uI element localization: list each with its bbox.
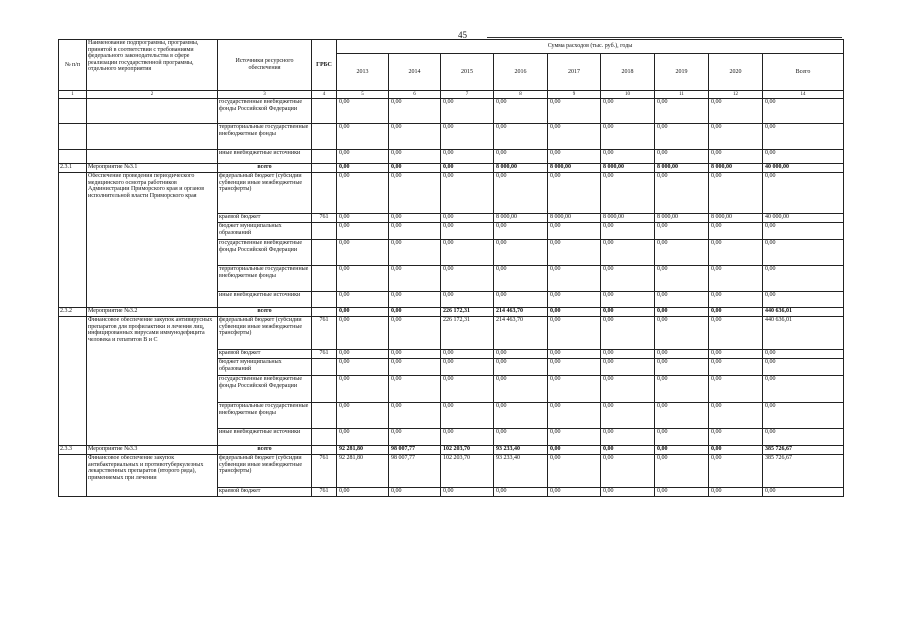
amount-cell: 0,00: [441, 99, 494, 124]
amount-cell: 0,00: [494, 488, 548, 497]
header-colnum: 2: [87, 91, 218, 99]
amount-cell: 0,00: [441, 164, 494, 173]
table-row: [59, 308, 844, 317]
amount-cell: 0,00: [601, 240, 655, 266]
amount-cell: 0,00: [601, 446, 655, 455]
amount-cell: 0,00: [763, 99, 844, 124]
grbs-code: 761: [312, 488, 337, 497]
amount-cell: 0,00: [601, 308, 655, 317]
amount-cell: 0,00: [494, 223, 548, 240]
amount-cell: 0,00: [337, 376, 389, 403]
funding-source: иные внебюджетные источники: [218, 150, 312, 164]
amount-cell: 8 000,00: [709, 164, 763, 173]
funding-source: территориальные государственные внебюджетные фонды: [218, 266, 312, 292]
amount-cell: 0,00: [337, 350, 389, 359]
amount-cell: 0,00: [441, 214, 494, 223]
amount-cell: 0,00: [763, 429, 844, 446]
amount-cell: 0,00: [601, 99, 655, 124]
amount-cell: 0,00: [655, 317, 709, 350]
amount-cell: 0,00: [655, 376, 709, 403]
amount-cell: 440 636,01: [763, 317, 844, 350]
header-year: 2019: [655, 54, 709, 91]
amount-cell: 0,00: [655, 150, 709, 164]
amount-cell: 0,00: [601, 429, 655, 446]
amount-cell: 0,00: [709, 376, 763, 403]
funding-source: федеральный бюджет (субсидии субвенции иные межбюджетные трансферты): [218, 173, 312, 214]
header-no: № п/п: [59, 40, 87, 91]
header-colnum: 10: [601, 91, 655, 99]
row-name: [87, 99, 218, 124]
amount-cell: 0,00: [548, 429, 601, 446]
amount-cell: 98 007,77: [389, 446, 441, 455]
amount-cell: 0,00: [337, 164, 389, 173]
grbs-code: [312, 240, 337, 266]
amount-cell: 0,00: [389, 376, 441, 403]
amount-cell: 226 172,31: [441, 317, 494, 350]
grbs-code: 761: [312, 214, 337, 223]
header-year: 2020: [709, 54, 763, 91]
amount-cell: 0,00: [655, 488, 709, 497]
row-name: Обеспечение проведения периодического медицинского осмотра работников Администрации Приморского края и органов исполнительной власти Приморского края: [87, 173, 218, 308]
header-name: Наименование подпрограммы, программы, принятой в соответствии с требованиями федерального законодательства в сфере реализации государственной программы, отдельного мероприятия: [87, 40, 218, 91]
amount-cell: 0,00: [709, 429, 763, 446]
amount-cell: 0,00: [763, 488, 844, 497]
amount-cell: 8 000,00: [494, 164, 548, 173]
amount-cell: 0,00: [548, 124, 601, 150]
amount-cell: 0,00: [763, 266, 844, 292]
amount-cell: 0,00: [337, 292, 389, 308]
amount-cell: 102 203,70: [441, 446, 494, 455]
amount-cell: 0,00: [494, 376, 548, 403]
amount-cell: 214 463,70: [494, 308, 548, 317]
table-row: [59, 124, 844, 150]
amount-cell: 0,00: [655, 359, 709, 376]
amount-cell: 0,00: [548, 240, 601, 266]
header-year: Всего: [763, 54, 844, 91]
funding-source: территориальные государственные внебюджетные фонды: [218, 403, 312, 429]
header-sum-title: Сумма расходов (тыс. руб.), годы: [337, 40, 844, 54]
grbs-code: [312, 403, 337, 429]
amount-cell: 0,00: [601, 350, 655, 359]
header-year: 2013: [337, 54, 389, 91]
amount-cell: 0,00: [337, 317, 389, 350]
header-colnum: 12: [709, 91, 763, 99]
amount-cell: 0,00: [548, 446, 601, 455]
header-colnum: 11: [655, 91, 709, 99]
amount-cell: 0,00: [709, 292, 763, 308]
amount-cell: 0,00: [548, 308, 601, 317]
amount-cell: 8 000,00: [494, 214, 548, 223]
amount-cell: 0,00: [337, 173, 389, 214]
funding-source: территориальные государственные внебюджетные фонды: [218, 124, 312, 150]
row-number: 2.3.1: [59, 164, 87, 173]
amount-cell: 0,00: [494, 350, 548, 359]
amount-cell: 0,00: [548, 173, 601, 214]
amount-cell: 0,00: [389, 150, 441, 164]
amount-cell: 92 281,80: [337, 455, 389, 488]
grbs-code: [312, 164, 337, 173]
amount-cell: 0,00: [655, 266, 709, 292]
amount-cell: 0,00: [655, 124, 709, 150]
row-number: [59, 173, 87, 308]
amount-cell: 0,00: [494, 99, 548, 124]
table-row: [59, 164, 844, 173]
header-colnum: 8: [494, 91, 548, 99]
amount-cell: 226 172,31: [441, 308, 494, 317]
amount-cell: 0,00: [655, 99, 709, 124]
amount-cell: 0,00: [763, 376, 844, 403]
amount-cell: 0,00: [763, 292, 844, 308]
grbs-code: [312, 223, 337, 240]
amount-cell: 0,00: [337, 99, 389, 124]
amount-cell: 0,00: [709, 488, 763, 497]
amount-cell: 0,00: [548, 317, 601, 350]
grbs-code: 761: [312, 317, 337, 350]
row-number: [59, 124, 87, 150]
amount-cell: 0,00: [441, 150, 494, 164]
funding-source: иные внебюджетные источники: [218, 429, 312, 446]
header-colnum: 6: [389, 91, 441, 99]
amount-cell: 0,00: [655, 292, 709, 308]
amount-cell: 8 000,00: [655, 214, 709, 223]
header-year: 2017: [548, 54, 601, 91]
row-number: 2.3.3: [59, 446, 87, 455]
funding-source: федеральный бюджет (субсидии субвенции иные межбюджетные трансферты): [218, 317, 312, 350]
amount-cell: 0,00: [389, 429, 441, 446]
amount-cell: 0,00: [389, 214, 441, 223]
grbs-code: [312, 446, 337, 455]
amount-cell: 0,00: [548, 99, 601, 124]
amount-cell: 0,00: [548, 266, 601, 292]
amount-cell: 0,00: [389, 223, 441, 240]
amount-cell: 0,00: [494, 173, 548, 214]
header-source: Источники ресурсного обеспечения: [218, 40, 312, 91]
table-row: [59, 173, 844, 214]
table-row: [59, 446, 844, 455]
amount-cell: 0,00: [601, 359, 655, 376]
table-row: [59, 317, 844, 350]
header-year: 2016: [494, 54, 548, 91]
funding-source: государственные внебюджетные фонды Российской Федерации: [218, 376, 312, 403]
amount-cell: 8 000,00: [601, 164, 655, 173]
amount-cell: 440 636,01: [763, 308, 844, 317]
grbs-code: [312, 266, 337, 292]
row-name: [87, 124, 218, 150]
grbs-code: [312, 292, 337, 308]
amount-cell: 0,00: [601, 403, 655, 429]
funding-source: краевой бюджет: [218, 488, 312, 497]
row-number: [59, 150, 87, 164]
amount-cell: 0,00: [709, 266, 763, 292]
amount-cell: 0,00: [601, 376, 655, 403]
grbs-code: [312, 124, 337, 150]
row-name: Мероприятие №3.1: [87, 164, 218, 173]
header-colnum: 14: [763, 91, 844, 99]
grbs-code: [312, 99, 337, 124]
amount-cell: 0,00: [548, 403, 601, 429]
amount-cell: 0,00: [601, 317, 655, 350]
amount-cell: 0,00: [601, 455, 655, 488]
funding-source: бюджет муниципальных образований: [218, 223, 312, 240]
amount-cell: 0,00: [548, 223, 601, 240]
amount-cell: 0,00: [337, 124, 389, 150]
amount-cell: 0,00: [337, 266, 389, 292]
amount-cell: 0,00: [548, 376, 601, 403]
amount-cell: 0,00: [709, 99, 763, 124]
amount-cell: 0,00: [389, 350, 441, 359]
funding-source: федеральный бюджет (субсидии субвенции иные межбюджетные трансферты): [218, 455, 312, 488]
amount-cell: 0,00: [337, 150, 389, 164]
header-colnum: 3: [218, 91, 312, 99]
funding-source: всего: [218, 164, 312, 173]
amount-cell: 40 000,00: [763, 164, 844, 173]
amount-cell: 102 203,70: [441, 455, 494, 488]
amount-cell: 0,00: [709, 173, 763, 214]
amount-cell: 0,00: [337, 488, 389, 497]
amount-cell: 0,00: [709, 455, 763, 488]
amount-cell: 93 233,40: [494, 455, 548, 488]
grbs-code: [312, 173, 337, 214]
amount-cell: 0,00: [548, 359, 601, 376]
amount-cell: 8 000,00: [601, 214, 655, 223]
amount-cell: 385 726,67: [763, 446, 844, 455]
amount-cell: 0,00: [709, 350, 763, 359]
header-colnum: 9: [548, 91, 601, 99]
amount-cell: 0,00: [601, 173, 655, 214]
grbs-code: [312, 308, 337, 317]
amount-cell: 0,00: [494, 240, 548, 266]
grbs-code: [312, 150, 337, 164]
amount-cell: 0,00: [548, 292, 601, 308]
amount-cell: 0,00: [709, 359, 763, 376]
amount-cell: 0,00: [763, 350, 844, 359]
amount-cell: 0,00: [389, 488, 441, 497]
grbs-code: 761: [312, 350, 337, 359]
amount-cell: 8 000,00: [548, 214, 601, 223]
header-rule: [487, 37, 842, 38]
amount-cell: 40 000,00: [763, 214, 844, 223]
amount-cell: 0,00: [441, 359, 494, 376]
header-colnum: 4: [312, 91, 337, 99]
funding-source: краевой бюджет: [218, 214, 312, 223]
header-year: 2018: [601, 54, 655, 91]
row-number: [59, 455, 87, 497]
row-number: [59, 99, 87, 124]
amount-cell: 0,00: [441, 240, 494, 266]
amount-cell: 0,00: [709, 223, 763, 240]
table-row: [59, 99, 844, 124]
amount-cell: 0,00: [389, 124, 441, 150]
row-number: 2.3.2: [59, 308, 87, 317]
amount-cell: 0,00: [441, 403, 494, 429]
grbs-code: [312, 359, 337, 376]
funding-source: бюджет муниципальных образований: [218, 359, 312, 376]
row-number: [59, 317, 87, 446]
amount-cell: 0,00: [494, 292, 548, 308]
amount-cell: 0,00: [389, 164, 441, 173]
amount-cell: 93 233,40: [494, 446, 548, 455]
funding-source: иные внебюджетные источники: [218, 292, 312, 308]
amount-cell: 92 281,80: [337, 446, 389, 455]
amount-cell: 0,00: [601, 488, 655, 497]
table-row: [59, 455, 844, 488]
amount-cell: 0,00: [601, 266, 655, 292]
header-year: 2015: [441, 54, 494, 91]
amount-cell: 0,00: [441, 124, 494, 150]
amount-cell: 0,00: [655, 446, 709, 455]
funding-source: всего: [218, 308, 312, 317]
amount-cell: 0,00: [709, 240, 763, 266]
amount-cell: 0,00: [441, 429, 494, 446]
amount-cell: 0,00: [709, 124, 763, 150]
amount-cell: 8 000,00: [548, 164, 601, 173]
amount-cell: 0,00: [441, 376, 494, 403]
amount-cell: 98 007,77: [389, 455, 441, 488]
amount-cell: 0,00: [389, 308, 441, 317]
amount-cell: 0,00: [655, 308, 709, 317]
amount-cell: 0,00: [337, 223, 389, 240]
amount-cell: 0,00: [441, 350, 494, 359]
amount-cell: 0,00: [655, 455, 709, 488]
amount-cell: 0,00: [601, 292, 655, 308]
amount-cell: 0,00: [494, 124, 548, 150]
amount-cell: 0,00: [601, 150, 655, 164]
table-body: [59, 99, 844, 497]
funding-source: государственные внебюджетные фонды Российской Федерации: [218, 240, 312, 266]
page-number: 45: [458, 30, 467, 40]
amount-cell: 0,00: [709, 308, 763, 317]
grbs-code: 761: [312, 455, 337, 488]
header-year: 2014: [389, 54, 441, 91]
amount-cell: 0,00: [389, 99, 441, 124]
amount-cell: 0,00: [337, 214, 389, 223]
row-name: [87, 150, 218, 164]
row-name: Мероприятие №3.3: [87, 446, 218, 455]
header-colnum: 7: [441, 91, 494, 99]
amount-cell: 8 000,00: [655, 164, 709, 173]
header-colnum: 1: [59, 91, 87, 99]
amount-cell: 0,00: [389, 173, 441, 214]
amount-cell: 0,00: [548, 350, 601, 359]
amount-cell: 0,00: [601, 223, 655, 240]
amount-cell: 0,00: [655, 350, 709, 359]
row-name: Мероприятие №3.2: [87, 308, 218, 317]
funding-source: всего: [218, 446, 312, 455]
amount-cell: 385 726,67: [763, 455, 844, 488]
funding-source: краевой бюджет: [218, 350, 312, 359]
amount-cell: 0,00: [337, 240, 389, 266]
amount-cell: 0,00: [337, 403, 389, 429]
amount-cell: 0,00: [389, 240, 441, 266]
amount-cell: 0,00: [655, 173, 709, 214]
amount-cell: 0,00: [763, 403, 844, 429]
amount-cell: 0,00: [763, 150, 844, 164]
grbs-code: [312, 429, 337, 446]
amount-cell: 0,00: [441, 173, 494, 214]
amount-cell: 0,00: [655, 403, 709, 429]
amount-cell: 0,00: [337, 429, 389, 446]
amount-cell: 0,00: [389, 359, 441, 376]
amount-cell: 0,00: [441, 488, 494, 497]
amount-cell: 0,00: [548, 488, 601, 497]
amount-cell: 0,00: [389, 292, 441, 308]
amount-cell: 0,00: [709, 317, 763, 350]
amount-cell: 0,00: [709, 403, 763, 429]
amount-cell: 0,00: [494, 429, 548, 446]
amount-cell: 0,00: [389, 317, 441, 350]
grbs-code: [312, 376, 337, 403]
amount-cell: 0,00: [441, 223, 494, 240]
amount-cell: 0,00: [548, 455, 601, 488]
amount-cell: 8 000,00: [709, 214, 763, 223]
amount-cell: 0,00: [494, 266, 548, 292]
header-colnum: 5: [337, 91, 389, 99]
header-colnum-row: [59, 91, 844, 99]
amount-cell: 0,00: [709, 446, 763, 455]
amount-cell: 0,00: [441, 292, 494, 308]
table-row: [59, 150, 844, 164]
amount-cell: 0,00: [655, 223, 709, 240]
row-name: Финансовое обеспечение закупок антивирусных препаратов для профилактики и лечения лиц, инфицированных вирусами иммунодефицита человека и гепатитов В и С: [87, 317, 218, 446]
amount-cell: 0,00: [601, 124, 655, 150]
amount-cell: 0,00: [337, 308, 389, 317]
amount-cell: 0,00: [494, 359, 548, 376]
amount-cell: 0,00: [548, 150, 601, 164]
budget-table: [58, 39, 844, 497]
amount-cell: 0,00: [389, 266, 441, 292]
amount-cell: 0,00: [763, 124, 844, 150]
row-name: Финансовое обеспечение закупок антибактериальных и противотуберкулезных лекарственных препаратов (второго ряда), применяемых при лечении: [87, 455, 218, 497]
amount-cell: 0,00: [763, 173, 844, 214]
amount-cell: 0,00: [763, 223, 844, 240]
amount-cell: 0,00: [337, 359, 389, 376]
amount-cell: 0,00: [441, 266, 494, 292]
amount-cell: 0,00: [389, 403, 441, 429]
amount-cell: 0,00: [494, 403, 548, 429]
amount-cell: 0,00: [655, 429, 709, 446]
amount-cell: 0,00: [709, 150, 763, 164]
amount-cell: 0,00: [763, 240, 844, 266]
amount-cell: 0,00: [494, 150, 548, 164]
header-grbs: ГРБС: [312, 40, 337, 91]
amount-cell: 214 463,70: [494, 317, 548, 350]
amount-cell: 0,00: [763, 359, 844, 376]
amount-cell: 0,00: [655, 240, 709, 266]
funding-source: государственные внебюджетные фонды Российской Федерации: [218, 99, 312, 124]
